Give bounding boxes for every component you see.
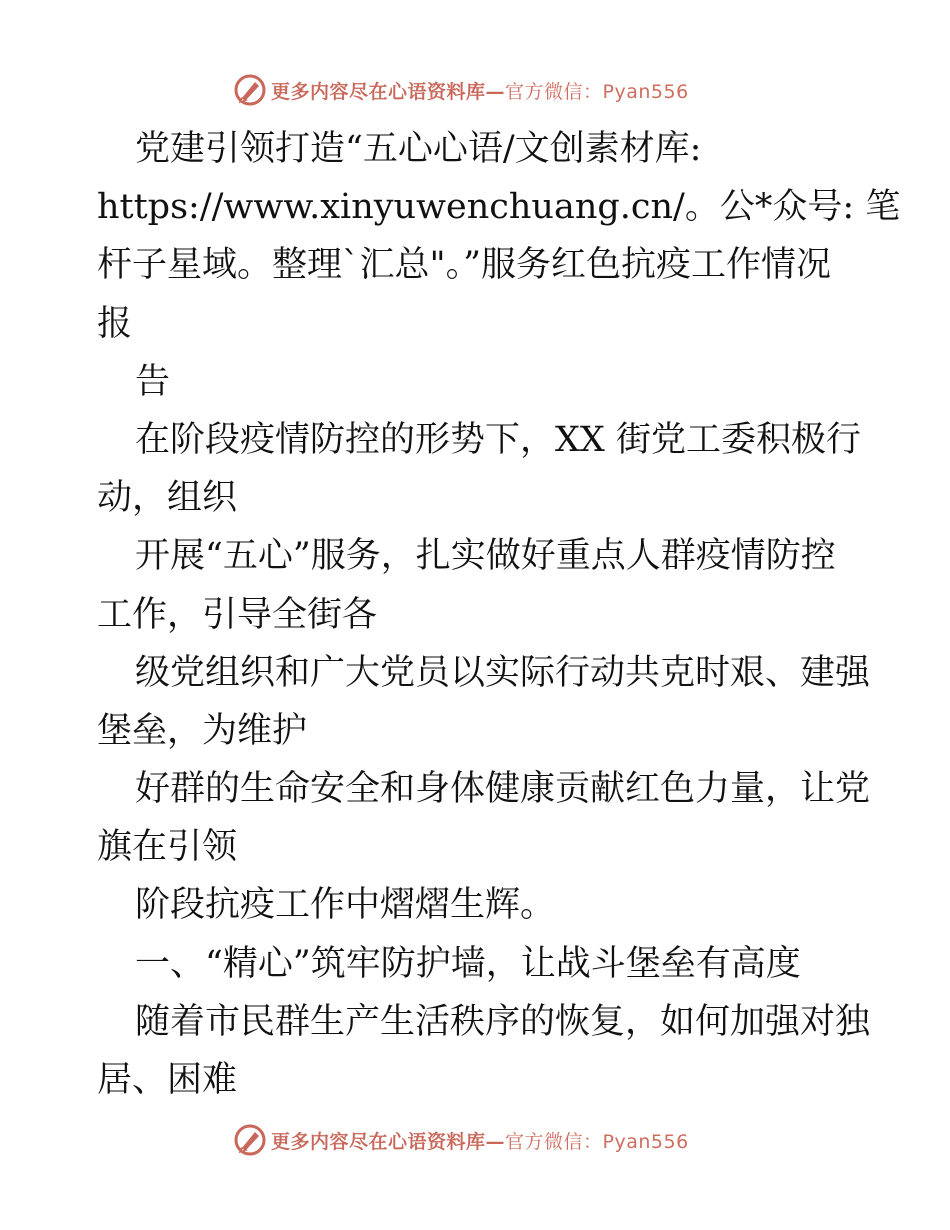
banner-text: 更多内容尽在心语资料库—官方微信：Pyan556 — [271, 1130, 689, 1153]
text-line: 党建引领打造“五心心语/文创素材库: — [135, 129, 702, 169]
text-line: 工作，引导全街各 — [97, 594, 378, 635]
text-line: 在阶段疫情防控的形势下，XX 街党工委积极行 — [135, 419, 861, 460]
text-line: 告 — [135, 361, 171, 402]
text-line: 居、困难 — [97, 1060, 238, 1100]
text-line: 杆子星域。整理`汇总"。”服务红色抗疫工作情况 — [97, 245, 831, 286]
banner-text: 更多内容尽在心语资料库—官方微信：Pyan556 — [271, 80, 689, 103]
text-line: 阶段抗疫工作中熠熠生辉。 — [135, 885, 556, 926]
text-line: https://www.xinyuwenchuang.cn/。公*众号: 笔 — [97, 187, 901, 228]
pen-logo-icon — [233, 73, 267, 107]
text-line: 堡垒，为维护 — [97, 710, 308, 751]
text-line: 旗在引领 — [97, 827, 238, 868]
text-line: 随着市民群生产生活秩序的恢复，如何加强对独 — [135, 1001, 871, 1042]
section-heading: 一、“精心”筑牢防护墙，让战斗堡垒有高度 — [135, 943, 801, 984]
text-line: 报 — [97, 303, 133, 344]
body-text — [97, 120, 901, 1109]
text-line: 级党组织和广大党员以实际行动共克时艰、建强 — [135, 652, 871, 693]
header-banner — [233, 72, 713, 108]
footer-banner — [233, 1122, 713, 1158]
text-line: 动，组织 — [97, 478, 238, 519]
text-line: 开展“五心”服务，扎实做好重点人群疫情防控 — [135, 536, 836, 577]
text-line: 好群的生命安全和身体健康贡献红色力量，让党 — [135, 769, 871, 810]
pen-logo-icon — [233, 1123, 267, 1157]
